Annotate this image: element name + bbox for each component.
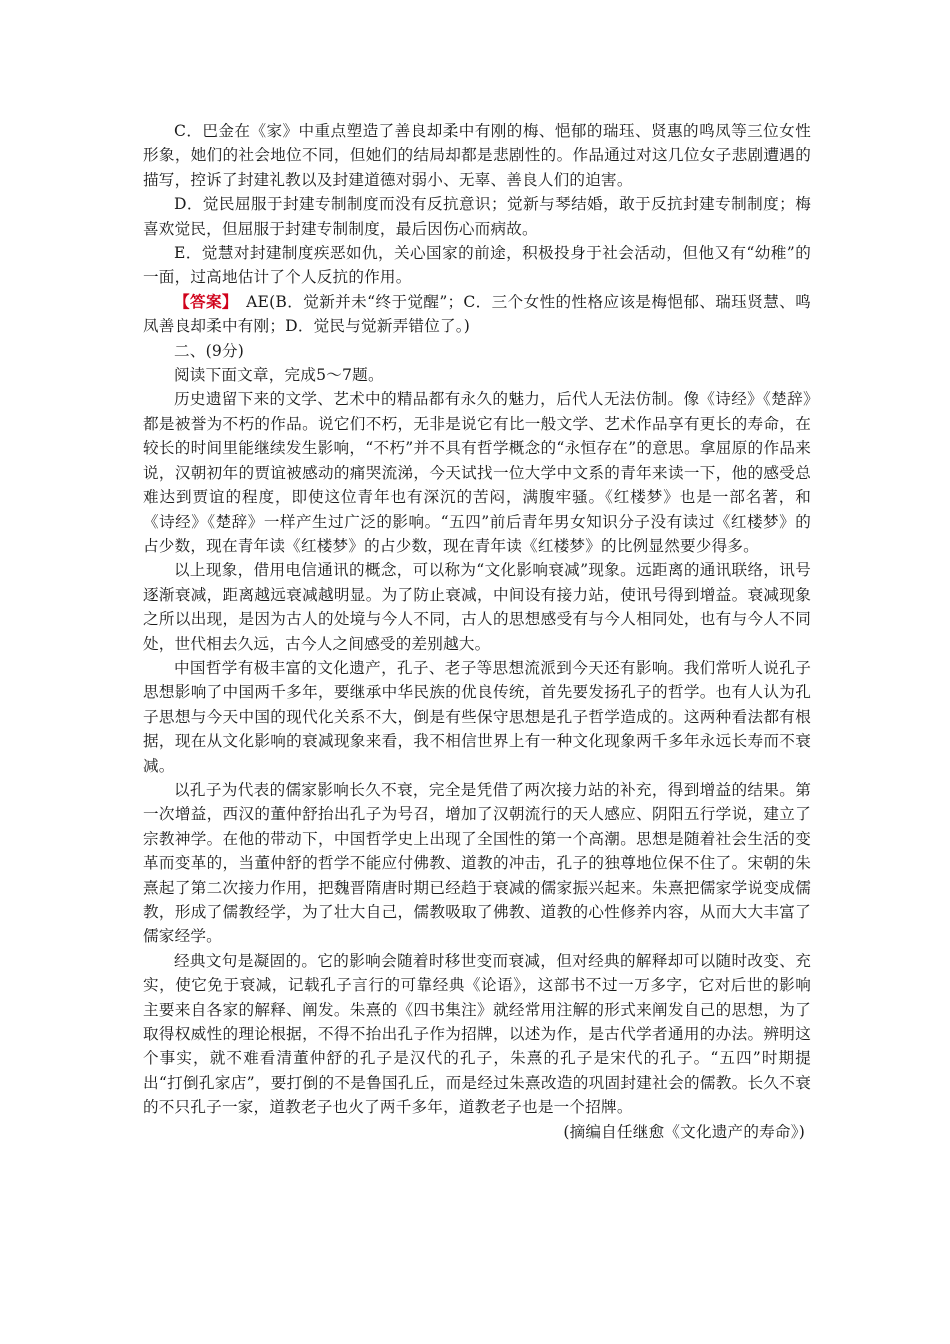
document-content — [143, 119, 811, 1144]
answer-label: 【答案】 — [174, 291, 231, 311]
article-paragraph-3: 中国哲学有极丰富的文化遗产，孔子、老子等思想流派到今天还有影响。我们常听人说孔子思想影响了中国两千多年，要继承中华民族的优良传统，首先要发扬孔子的哲学。也有人认为孔子思想与今天中国的现代化关系不大，倒是有些保守思想是孔子哲学造成的。这两种看法都有根据，现在从文化影响的衰减现象来看，我不相信世界上有一种文化现象两千多年永远长寿而不衰减。 — [143, 658, 811, 775]
article-paragraph-4: 以孔子为代表的儒家影响长久不衰，完全是凭借了两次接力站的补充，得到增益的结果。第一次增益，西汉的董仲舒抬出孔子为号召，增加了汉朝流行的天人感应、阴阳五行学说，建立了宗教神学。在他的带动下，中国哲学史上出现了全国性的第一个高潮。思想是随着社会生活的变革而变革的，当董仲舒的哲学不能应付佛教、道教的冲击，孔子的独尊地位保不住了。宋朝的朱熹起了第二次接力作用，把魏晋隋唐时期已经趋于衰减的儒家振兴起来。朱熹把儒家学说变成儒教，形成了儒教经学，为了壮大自己，儒教吸取了佛教、道教的心性修养内容，从而大大丰富了儒家经学。 — [143, 780, 811, 946]
section-instruction: 阅读下面文章，完成5～7题。 — [174, 366, 384, 385]
article-paragraph-2: 以上现象，借用电信通讯的概念，可以称为“文化影响衰减”现象。远距离的通讯联络，讯号逐渐衰减，距离越远衰减越明显。为了防止衰减，中间设有接力站，使讯号得到增益。衰减现象之所以出现，是因为古人的处境与今人不同，古人的思想感受有与今人相同处，也有与今人不同处，世代相去久远，古今人之间感受的差别越大。 — [143, 561, 811, 653]
answer-paragraph — [143, 290, 811, 339]
article-paragraph-1: 历史遗留下来的文学、艺术中的精品都有永久的魅力，后代人无法仿制。像《诗经》《楚辞》都是被誉为不朽的作品。说它们不朽，无非是说它有比一般文学、艺术作品享有更长的寿命，在较长的时间里能继续发生影响，“不朽”并不具有哲学概念的“永恒存在”的意思。拿屈原的作品来说，汉朝初年的贾谊被感动的痛哭流涕，今天试找一位大学中文系的青年来读一下，他的感受总难达到贾谊的程度，即使这位青年也有深沉的苦闷，满腹牢骚。《红楼梦》也是一部名著，和《诗经》《楚辞》一样产生过广泛的影响。“五四”前后青年男女知识分子没有读过《红楼梦》的占少数，现在青年读《红楼梦》的占少数，现在青年读《红楼梦》的比例显然要少得多。 — [143, 390, 811, 555]
section-heading: 二、(9分) — [174, 341, 245, 360]
option-c: C．巴金在《家》中重点塑造了善良却柔中有刚的梅、悒郁的瑞珏、贤惠的鸣凤等三位女性形象，她们的社会地位不同，但她们的结局却都是悲剧性的。作品通过对这几位女子悲剧遭遇的描写，控诉了封建礼教以及封建道德对弱小、无辜、善良人们的迫害。 — [143, 122, 811, 189]
option-e: E．觉慧对封建制度疾恶如仇，关心国家的前途，积极投身于社会活动，但他又有“幼稚”的一面，过高地估计了个人反抗的作用。 — [143, 244, 811, 287]
article-source: (摘编自任继愈《文化遗产的寿命》) — [563, 1122, 805, 1141]
article-paragraph-5: 经典文句是凝固的。它的影响会随着时移世变而衰减，但对经典的解释却可以随时改变、充实，使它免于衰减，记载孔子言行的可靠经典《论语》，这部书不过一万多字，它对后世的影响主要来自各家的解释、阐发。朱熹的《四书集注》就经常用注解的形式来阐发自己的思想，为了取得权威性的理论根据，不得不抬出孔子作为招牌，以述为作，是古代学者通用的办法。辨明这个事实，就不难看清董仲舒的孔子是汉代的孔子，朱熹的孔子是宋代的孔子。“五四”时期提出“打倒孔家店”，要打倒的不是鲁国孔丘，而是经过朱熹改造的巩固封建社会的儒教。长久不衰的不只孔子一家，道教老子也火了两千多年，道教老子也是一个招牌。 — [143, 951, 811, 1117]
answer-text: AE(B．觉新并未“终于觉醒”；C．三个女性的性格应该是梅悒郁、瑞珏贤慧、鸣凤善良却柔中有刚；D．觉民与觉新弄错位了。) — [143, 292, 811, 336]
option-d: D．觉民屈服于封建专制制度而没有反抗意识；觉新与琴结婚，敢于反抗封建专制制度；梅喜欢觉民，但屈服于封建专制制度，最后因伤心而病故。 — [143, 195, 811, 238]
